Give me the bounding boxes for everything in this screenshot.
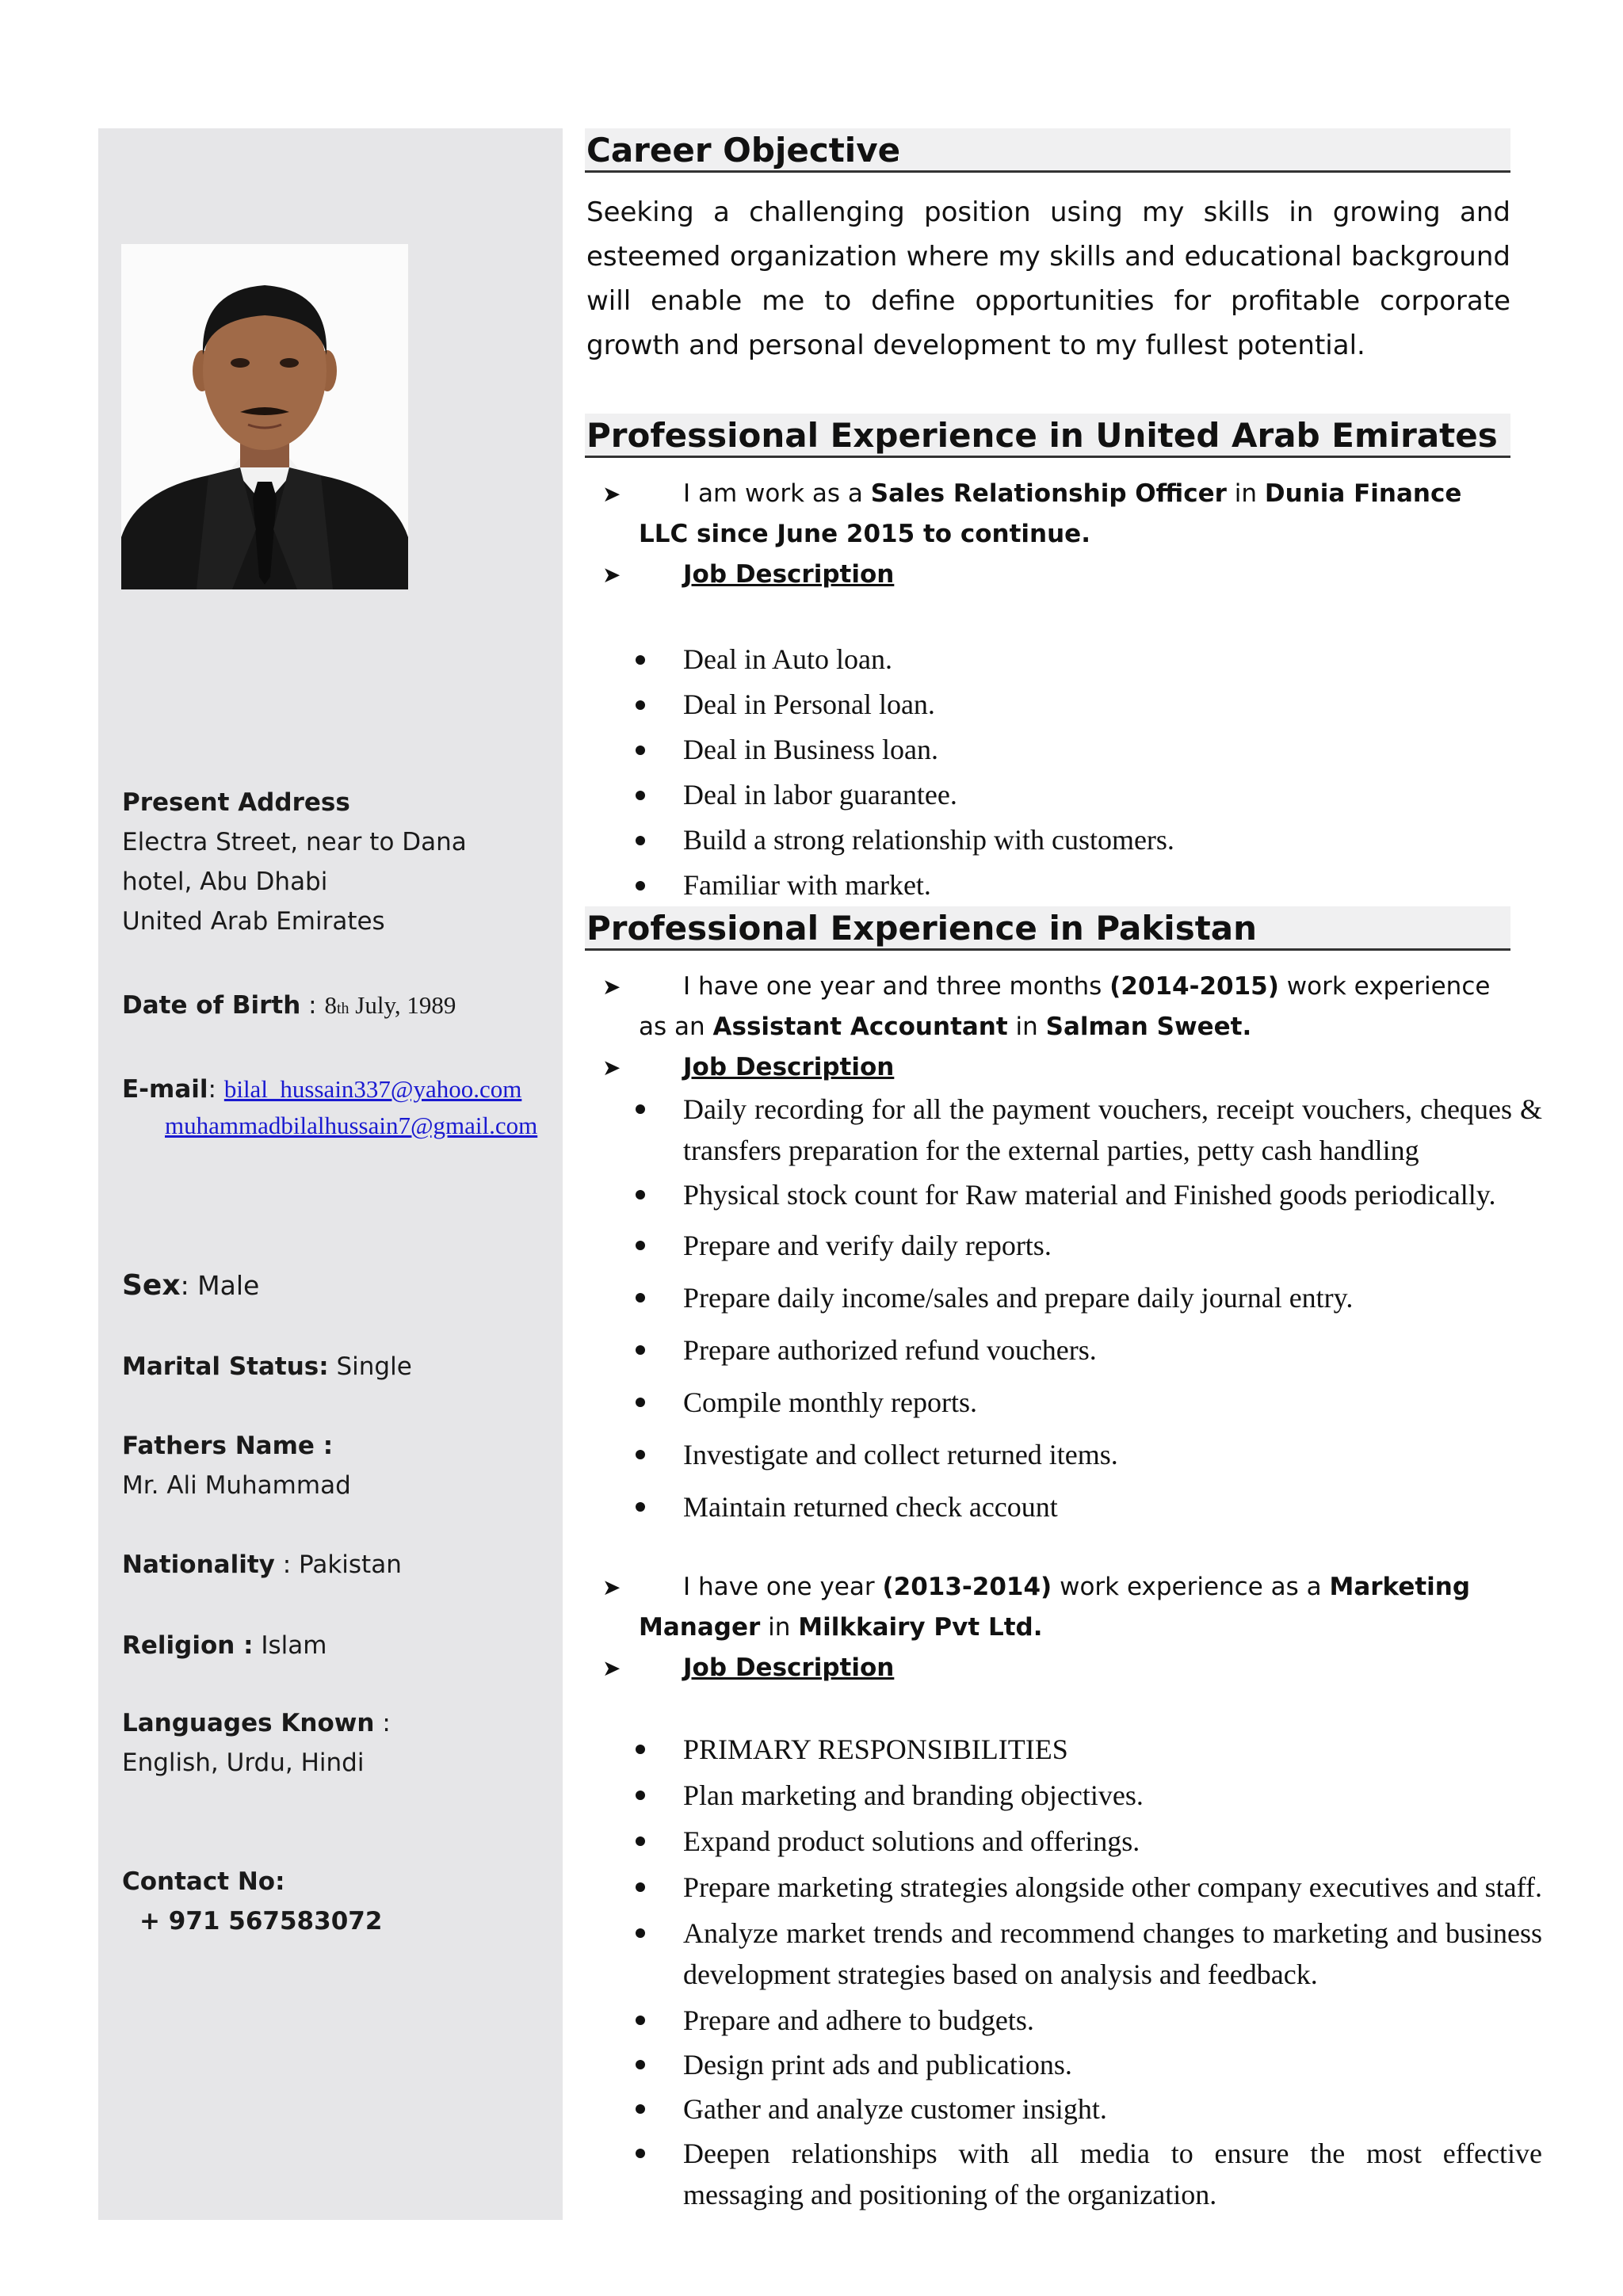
fathers-name-value: Mr. Ali Muhammad [122,1471,351,1500]
job-description-label: Job Description [683,1653,895,1682]
languages-separator: : [374,1709,391,1737]
arrow-icon: ➤ [602,1574,621,1600]
pakistan-duties-list [634,1089,1542,1527]
address-line-1: Electra Street, near to Dana [122,828,467,856]
languages-value: English, Urdu, Hindi [122,1749,365,1777]
sex-value: : Male [180,1270,260,1301]
list-item: Daily recording for all the payment vouchers, receipt vouchers, cheques & transfers preparation for the external parties, petty cash handling [634,1089,1542,1171]
marital-value: Single [328,1352,412,1381]
arrow-icon: ➤ [602,1655,621,1681]
list-item: Gather and analyze customer insight. [634,2088,1542,2130]
career-objective-text: Seeking a challenging position using my skills in growing and esteemed organization where my skills and educational background will enable me to define opportunities for profitable corporate growth and personal development to my fullest potential. [586,196,1510,361]
pakistan-experience-heading: Professional Experience in Pakistan [585,906,1510,951]
uae-role: Sales Relationship Officer [870,479,1227,508]
list-item: Familiar with market. [634,863,1542,908]
religion-label: Religion : [122,1631,254,1660]
sex-row [122,1266,259,1306]
marketing-years: (2013-2014) [882,1573,1052,1601]
list-item: Prepare marketing strategies alongside other company executives and staff. [634,1867,1542,1908]
arrow-icon: ➤ [602,974,621,1000]
marital-label: Marital Status: [122,1352,329,1381]
list-item: Prepare authorized refund vouchers. [634,1329,1542,1371]
pakistan-role-item: ➤ I have one year and three months (2014-2015) work experience as an Assistant Accountant in Salman Sweet. [602,967,1506,1047]
list-item: Deal in labor guarantee. [634,772,1542,818]
list-item: Physical stock count for Raw material and Finished goods periodically. [634,1174,1542,1215]
list-item: Prepare daily income/sales and prepare daily journal entry. [634,1277,1542,1318]
email-link-1[interactable]: bilal_hussain337@yahoo.com [223,1075,522,1103]
dob-suffix: th [336,1000,349,1017]
marketing-duties-list [634,1729,1542,2215]
religion-value: Islam [253,1631,327,1660]
dob-day: 8 [324,991,337,1019]
sex-label: Sex [122,1269,181,1302]
nationality-label: Nationality [122,1550,275,1579]
list-item: Analyze market trends and recommend changes to marketing and business development strategies based on analysis and feedback. [634,1913,1542,1995]
arrow-icon: ➤ [602,481,621,507]
list-item: Deal in Business loan. [634,727,1542,772]
uae-role-item: ➤ I am work as a Sales Relationship Officer in Dunia Finance LLC since June 2015 to continue. [602,474,1506,554]
list-item: Compile monthly reports. [634,1382,1542,1423]
pakistan-job-description [602,1047,1506,1088]
list-item: Deepen relationships with all media to ensure the most effective messaging and positioning of the organization. [634,2133,1542,2215]
list-item: Deal in Auto loan. [634,637,1542,682]
contact-label: Contact No: [122,1867,285,1896]
date-of-birth [122,986,456,1028]
pakistan-role: Assistant Accountant [712,1013,1008,1041]
list-item: Plan marketing and branding objectives. [634,1775,1542,1816]
pakistan-company: Salman Sweet. [1045,1013,1252,1041]
list-item: Prepare and verify daily reports. [634,1225,1542,1266]
present-address-label: Present Address [122,788,350,817]
dob-rest: July, 1989 [349,991,456,1019]
job-description-label: Job Description [683,560,895,589]
fathers-name-label: Fathers Name : [122,1432,334,1460]
email-link-2[interactable]: muhammadbilalhussain7@gmail.com [165,1112,538,1139]
list-item: Maintain returned check account [634,1486,1542,1527]
pakistan-years: (2014-2015) [1109,972,1279,1001]
uae-job-description [602,555,1506,595]
list-item: Expand product solutions and offerings. [634,1821,1542,1862]
list-item: Investigate and collect returned items. [634,1434,1542,1475]
arrow-icon: ➤ [602,1055,621,1081]
list-item: Deal in Personal loan. [634,682,1542,727]
profile-photo [121,244,408,589]
marketing-role-item: ➤ I have one year (2013-2014) work experience as a Marketing Manager in Milkkairy Pvt Ltd. [602,1567,1506,1647]
list-item: Design print ads and publications. [634,2044,1542,2085]
marketing-role-2: Manager [639,1613,761,1642]
job-description-label: Job Description [683,1053,895,1081]
email-label: E-mail [122,1075,208,1104]
uae-duties-list [634,637,1542,908]
contact-value: + 971 567583072 [139,1907,383,1936]
career-objective-heading: Career Objective [585,128,1510,173]
dob-separator: : [300,991,325,1020]
nationality-row [122,1545,402,1585]
list-item: PRIMARY RESPONSIBILITIES [634,1729,1542,1770]
languages-label: Languages Known [122,1709,375,1737]
uae-role-line2: LLC since June 2015 to continue. [639,520,1090,548]
uae-company: Dunia Finance [1264,479,1462,508]
email-separator: : [208,1075,224,1104]
address-line-2: hotel, Abu Dhabi [122,868,328,896]
marketing-job-description [602,1648,1506,1688]
list-item: Build a strong relationship with customers. [634,818,1542,863]
dob-label: Date of Birth [122,991,301,1020]
address-line-3: United Arab Emirates [122,907,385,936]
arrow-icon: ➤ [602,562,621,588]
uae-experience-heading: Professional Experience in United Arab Emirates [585,414,1510,458]
nationality-value: : Pakistan [274,1550,402,1579]
marketing-role-1: Marketing [1329,1573,1471,1601]
marital-row [122,1347,412,1386]
list-item: Prepare and adhere to budgets. [634,2000,1542,2041]
religion-row [122,1626,327,1665]
marketing-company: Milkkairy Pvt Ltd. [798,1613,1043,1642]
